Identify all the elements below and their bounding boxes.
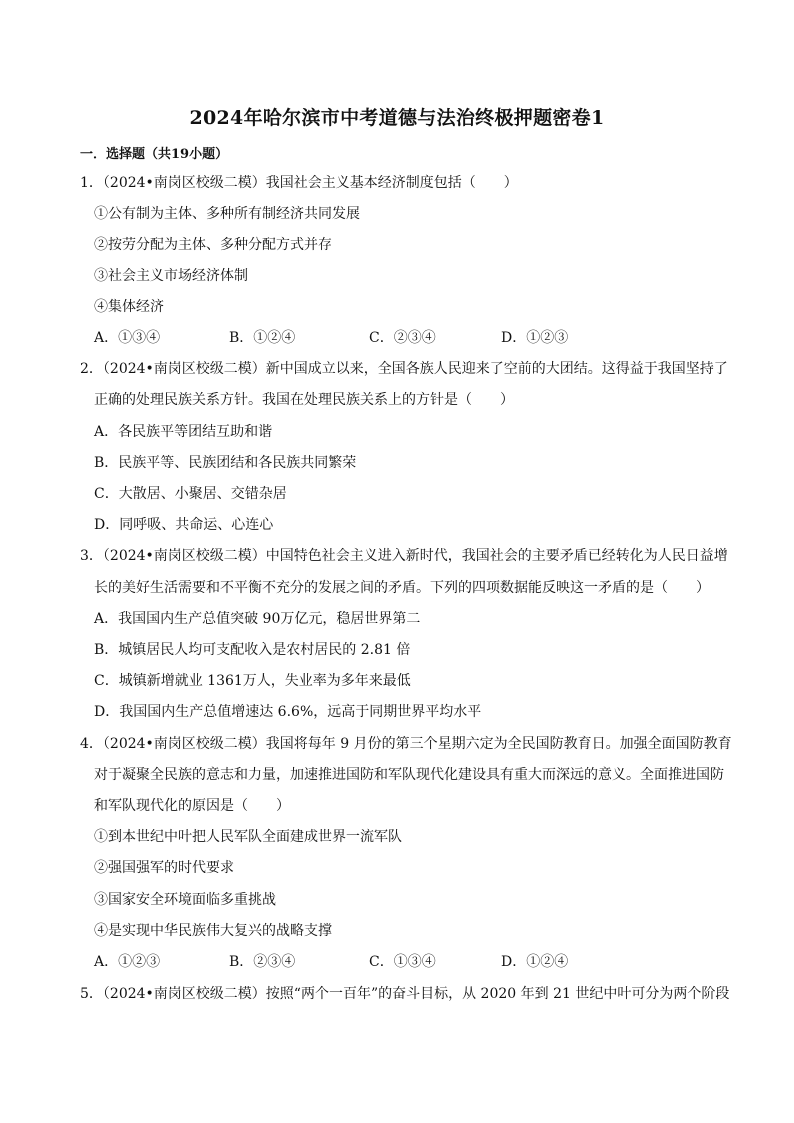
question-3-stem: 3．（2024•南岗区校级二模）中国特色社会主义进入新时代，我国社会的主要矛盾已经转化为人民日益增 [80,548,728,564]
question-4-stem: 对于凝聚全民族的意志和力量，加速推进国防和军队现代化建设具有重大而深远的意义。全面推进国防 [94,767,724,783]
page-title: 2024年哈尔滨市中考道德与法治终极押题密卷1 [189,107,605,129]
question-1-choice-d[interactable]: D．①②③ [501,330,569,346]
question-1-item: ④集体经济 [94,299,164,315]
question-1-stem: 1．（2024•南岗区校级二模）我国社会主义基本经济制度包括（ ） [80,175,518,191]
question-2-option-b[interactable]: B．民族平等、民族团结和各民族共同繁荣 [94,455,357,471]
question-4-item: ①到本世纪中叶把人民军队全面建成世界一流军队 [94,829,402,845]
question-4-stem: 4．（2024•南岗区校级二模）我国将每年 9 月份的第三个星期六定为全民国防教育日。加强全面国防教育 [80,736,732,752]
question-2-option-a[interactable]: A．各民族平等团结互助和谐 [94,424,273,440]
question-4-choice-d[interactable]: D．①②④ [501,954,569,970]
question-4-choice-b[interactable]: B．②③④ [229,954,296,970]
question-1-item: ②按劳分配为主体、多种分配方式并存 [94,237,332,253]
question-4-choice-c[interactable]: C．①③④ [369,954,436,970]
question-3-option-c[interactable]: C．城镇新增就业 1361万人，失业率为多年来最低 [94,673,411,689]
section-heading: 一．选择题（共19小题） [80,147,229,162]
question-1-item: ①公有制为主体、多种所有制经济共同发展 [94,206,360,222]
question-3-option-d[interactable]: D．我国国内生产总值增速达 6.6%，远高于同期世界平均水平 [94,704,482,720]
question-4-item: ②强国强军的时代要求 [94,860,234,876]
question-1-item: ③社会主义市场经济体制 [94,268,248,284]
question-1-choice-a[interactable]: A．①③④ [94,330,161,346]
question-4-choice-a[interactable]: A．①②③ [94,954,161,970]
question-3-option-a[interactable]: A．我国国内生产总值突破 90万亿元，稳居世界第二 [94,611,421,627]
question-4-stem: 和军队现代化的原因是（ ） [94,798,290,814]
question-5-stem: 5．（2024•南岗区校级二模）按照“两个一百年”的奋斗目标，从 2020 年到 21 世纪中叶可分为两个阶段 [80,986,730,1002]
question-1-choice-c[interactable]: C．②③④ [369,330,436,346]
question-3-stem: 长的美好生活需要和不平衡不充分的发展之间的矛盾。下列的四项数据能反映这一矛盾的是（ ） [94,580,710,596]
question-3-option-b[interactable]: B．城镇居民人均可支配收入是农村居民的 2.81 倍 [94,642,411,658]
question-2-option-d[interactable]: D．同呼吸、共命运、心连心 [94,517,274,533]
question-1-choice-b[interactable]: B．①②④ [229,330,296,346]
question-2-stem: 正确的处理民族关系方针。我国在处理民族关系上的方针是（ ） [94,392,514,408]
question-4-item: ③国家安全环境面临多重挑战 [94,892,276,908]
question-4-item: ④是实现中华民族伟大复兴的战略支撑 [94,923,332,939]
question-2-option-c[interactable]: C．大散居、小聚居、交错杂居 [94,486,287,502]
question-2-stem: 2．（2024•南岗区校级二模）新中国成立以来，全国各族人民迎来了空前的大团结。这得益于我国坚持了 [80,361,728,377]
